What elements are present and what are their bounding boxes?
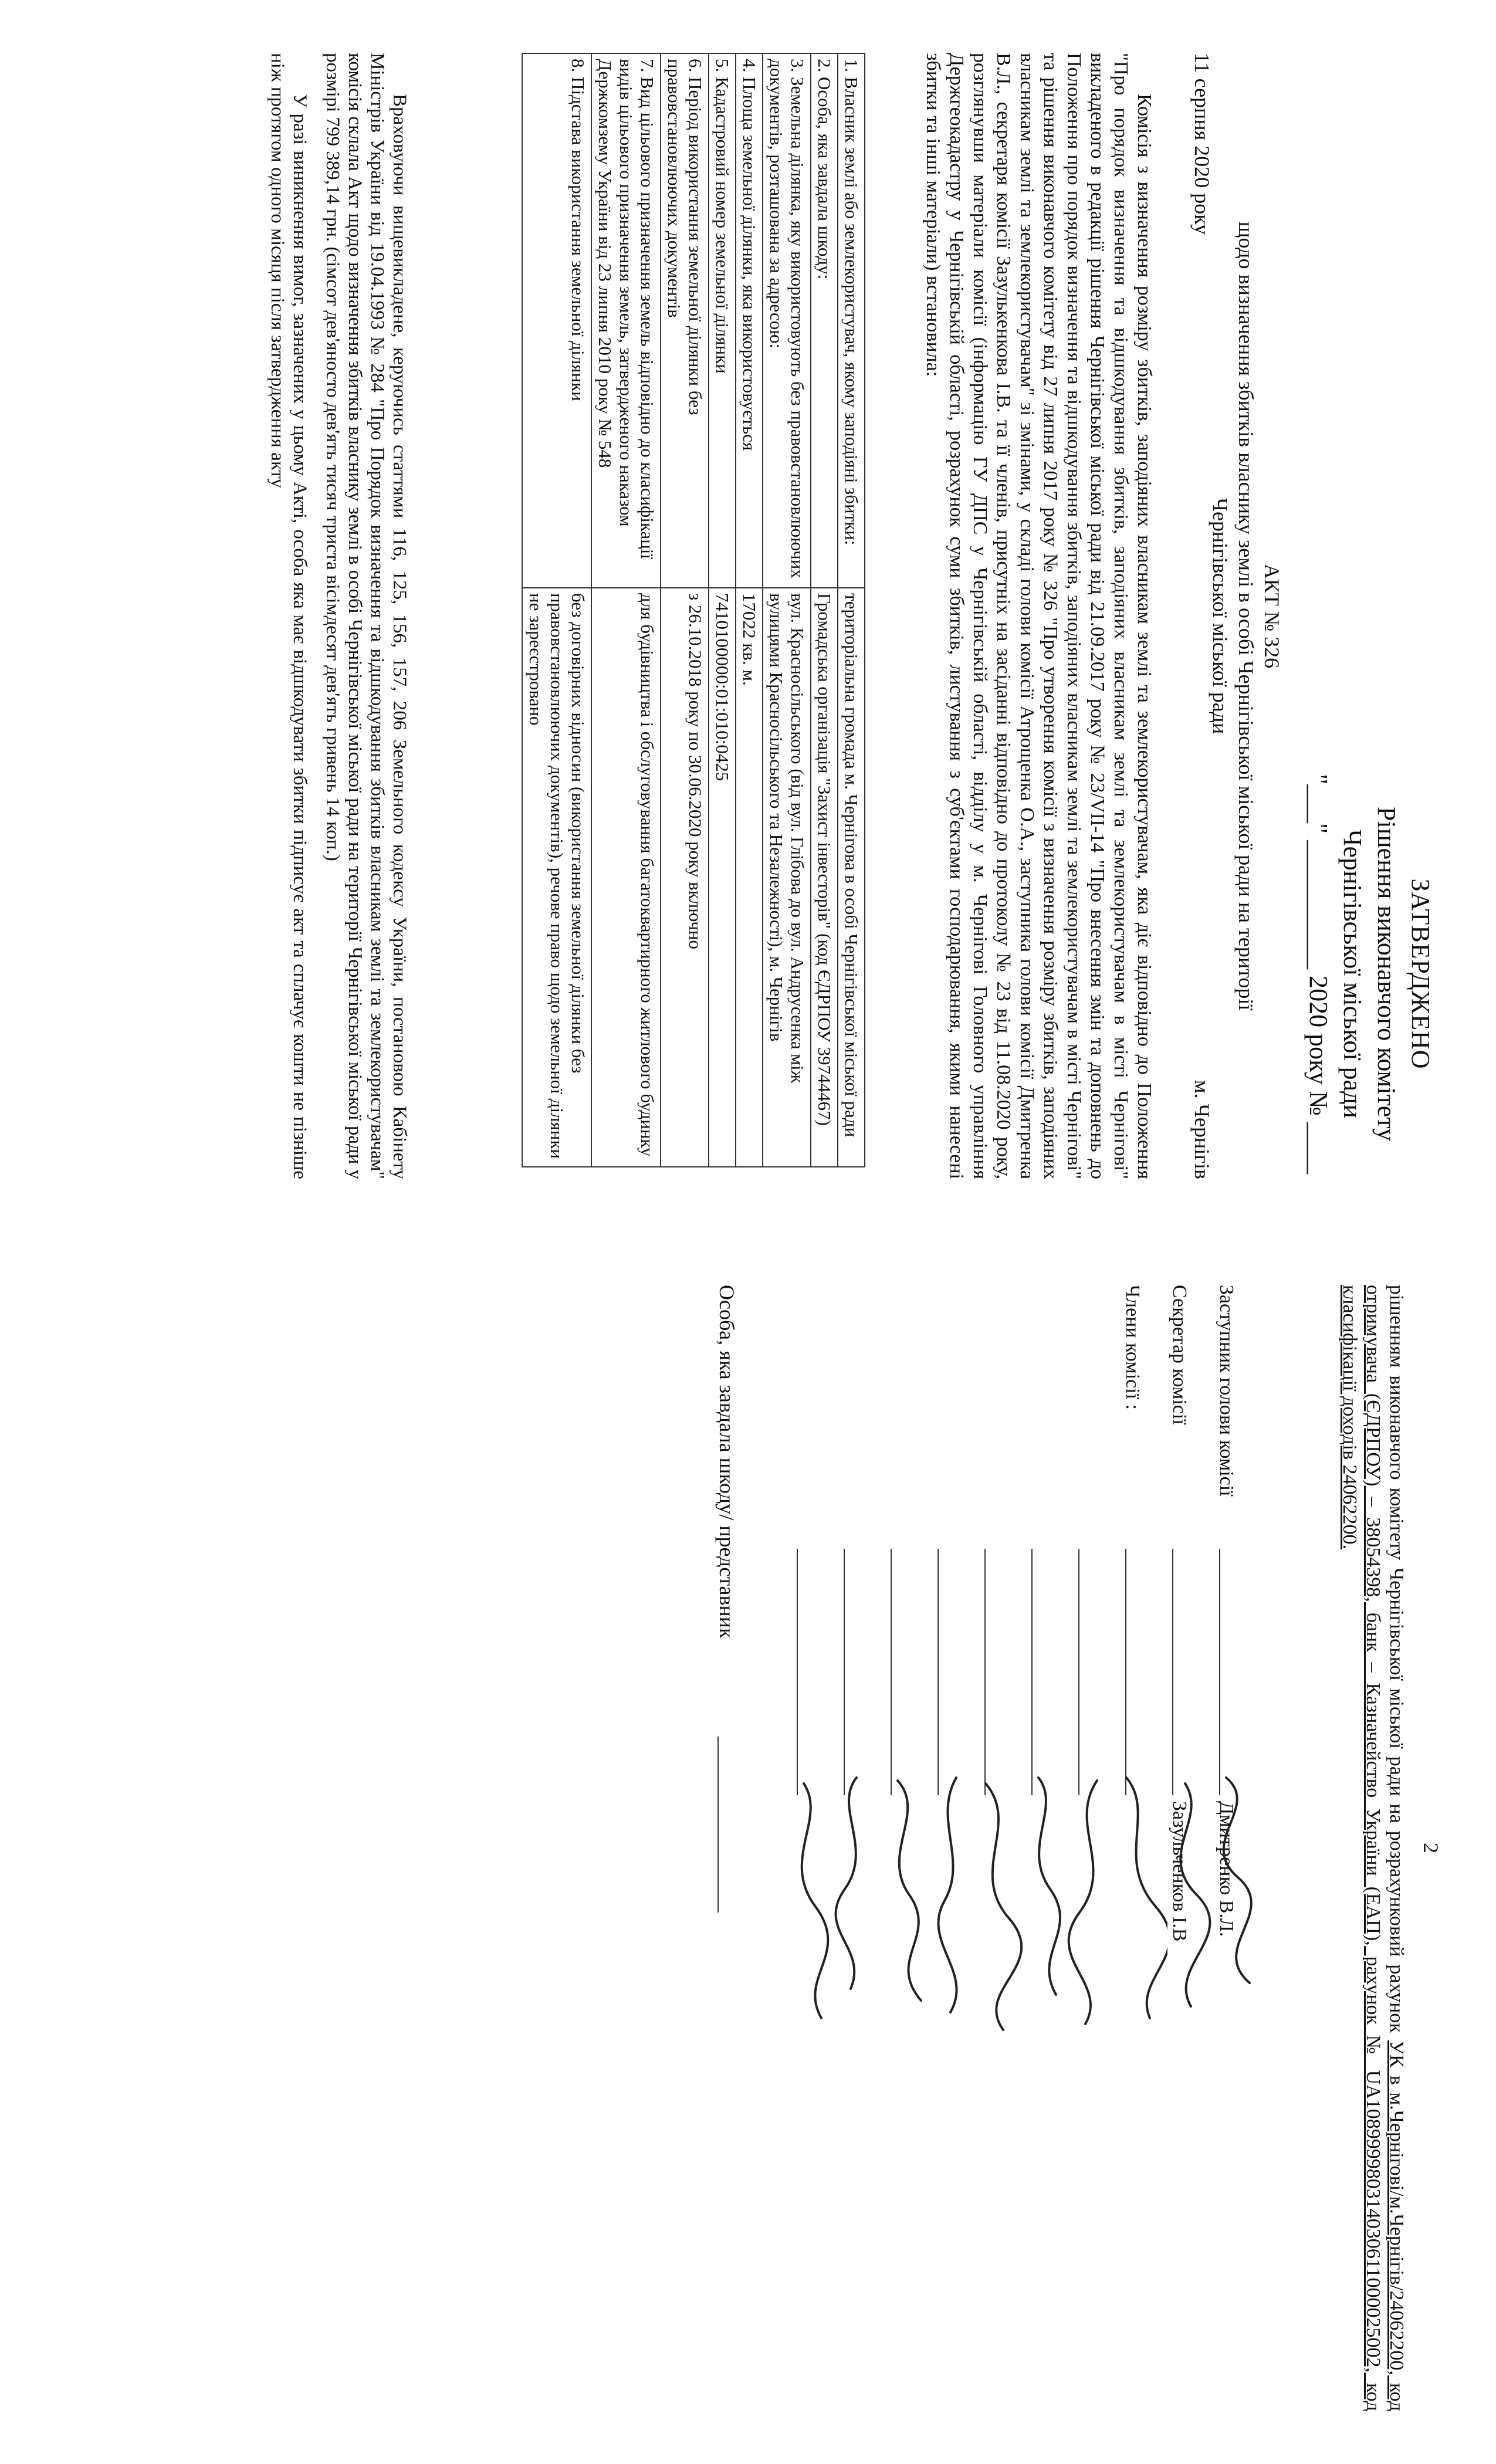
- liable-person-signature-line: [717, 1737, 719, 1913]
- table-cell-label: 7. Вид цільового призначення земель відповідно до класифікації видів цільового призначення земель, затвердженого наказом Держкомзему України від 23 липня 2010 року № 548: [591, 53, 661, 588]
- table-cell-label: 6. Період використання земельної ділянки без правовстановлюючих документів: [661, 53, 709, 588]
- table-row: [591, 53, 661, 1167]
- table-row: [522, 53, 591, 1167]
- payment-prefix: рішенням виконавчого комітету Чернігівської міської ради на розрахунковий рахунок: [1386, 1285, 1407, 2033]
- commission-paragraph: Комісія з визначення розміру збитків, заподіяних власникам землі та землекористувачам, яка діє відповідно до Положення "Про порядок визначення та відшкодування збитків, заподіяних власникам землі та землекористувачам в місті Чернігові" викладеного в редакції рішення Чернігівської міської ради від 21.09.2017 року № 23/VII-14 "Про внесення змін та доповнень до Положення про порядок визначення та відшкодування збитків, заподіяних власникам землі та землекористувачам в місті Чернігові" та рішення виконавчого комітету від 27 липня 2017 року № 326 "Про утворення комісії з визначення розміру збитків, заподіяних власникам землі та землекористувачам" зі змінами, у складі голови комісії Атрощенка О.А., заступника голови комісії Дмитренка В.Л., секретаря комісії Зазулькенкова І.В. та її членів, присутніх на засіданні відповідно до протоколу № 23 від 11.08.2020 року, розглянувши матеріали комісії (інформацію ГУ ДПС у Чернігівській області, відділу у м. Чернігові Головного управління Держгеокадастру у Чернігівській області, розрахунок суми збитків, листування з суб'єктами господарювання, якими нанесені збитки та інші матеріали) встановила:: [922, 53, 1155, 1179]
- approval-body: Рішення виконавчого комітету: [1372, 807, 1401, 1141]
- table-row: [838, 53, 865, 1167]
- table-cell-value: без договірних відносин (використання земельної ділянки без правовстановлюючих документів), речове право щодо земельної ділянки не зареєстровано: [522, 588, 591, 1167]
- payment-details: УК в м.Чернігові/м.Чернігів/24062200, код отримувача (ЄДРПОУ) – 38054398, банк – Казначейство України (ЕАП), рахунок № UA108999980314030611000025002, код класифікації доходів 24062200.: [1339, 1285, 1407, 2411]
- signature-stroke: [836, 1778, 857, 1989]
- act-subtitle-council: Чернігівської міської ради: [1209, 497, 1232, 735]
- approval-heading: ЗАТВЕРДЖЕНО: [1406, 878, 1435, 1069]
- signature-row: [909, 1285, 956, 2411]
- signature-line: [1031, 1549, 1033, 1795]
- signature-stroke: [1069, 1781, 1097, 2024]
- table-cell-label: 5. Кадастровий номер земельної ділянки: [709, 53, 736, 588]
- signature-row: [1191, 1285, 1238, 2411]
- table-row: [661, 53, 709, 1167]
- signature-stroke: [938, 1778, 956, 2012]
- signature-row: [1144, 1285, 1191, 2411]
- table-cell-value: з 26.10.2018 року по 30.06.2020 року включно: [661, 588, 709, 1167]
- table-cell-label: 1. Власник землі або землекористувач, якому заподіяні збитки:: [838, 53, 865, 588]
- signature-line: [1172, 1549, 1173, 1795]
- table-row: [763, 53, 811, 1167]
- act-number: АКТ № 326: [1260, 563, 1284, 669]
- signature-line: [984, 1549, 986, 1795]
- approval-stamp: [1301, 733, 1437, 1214]
- table-cell-label: 8. Підстава використання земельної ділянки: [522, 53, 591, 588]
- table-cell-label: 2. Особа, яка завдала шкоду:: [811, 53, 838, 588]
- approval-date-number: "___" __________ 2020 року № ____: [1304, 774, 1333, 1174]
- signature-line: [797, 1549, 798, 1795]
- date-place-line: [1190, 53, 1214, 1179]
- table-cell-value: 17022 кв. м.: [736, 588, 763, 1167]
- act-details-table: [522, 53, 865, 1167]
- table-row: [709, 53, 736, 1167]
- act-subtitle: щодо визначення збитків власнику землі в особі Чернігівської міської ради на території: [1234, 221, 1258, 1011]
- table-cell-value: територіальна громада м. Чернігова в особі Чернігівської міської ради: [838, 588, 865, 1167]
- table-cell-label: 3. Земельна ділянка, яку використовують без правовстановлюючих документів, розташована за адресою:: [763, 53, 811, 588]
- considering-paragraph: Враховуючи вищевикладене, керуючись статтями 116, 125, 156, 157, 206 Земельного кодексу України, постановою Кабінету Міністрів України від 19.04.1993 № 284 "Про Порядок визначення та відшкодування збитків власникам землі та землекористувачам" комісія склала Акт щодо визначення збитків власнику землі в особі Чернігівської міської ради на території Чернігівської міської ради у розмірі 799 389,14 грн. (сімсот дев'яносто дев'ять тисяч триста вісімдесят дев'ять гривень 14 коп.): [322, 53, 410, 1179]
- signature-row: [1097, 1285, 1144, 2411]
- act-header: [1207, 88, 1285, 1144]
- signature-line: [1219, 1549, 1220, 1795]
- page-number: 2: [1419, 1843, 1443, 1853]
- table-row: [811, 53, 838, 1167]
- signatory-role: Заступник голови комісії: [1216, 1285, 1237, 1497]
- signature-row: [769, 1285, 815, 2411]
- liable-person-label: Особа, яка завдала шкоду/ представник: [715, 1285, 739, 1639]
- signatory-name: Дмитренко В.Л.: [1216, 1801, 1237, 1937]
- act-date: 11 серпня 2020 року: [1190, 53, 1214, 235]
- signature-line: [1078, 1549, 1079, 1795]
- signature-row: [862, 1285, 909, 2411]
- obligation-paragraph: У разі виникнення вимог, зазначених у цьому Акті, особа яка має відшкодувати збитки підписує акт та сплачує кошти не пізніше ніж протягом одного місяця після затвердження акту: [267, 53, 310, 1179]
- signature-row: [1050, 1285, 1097, 2411]
- payment-paragraph: [1338, 1285, 1408, 2411]
- signature-line: [891, 1549, 892, 1795]
- signatory-role: Члени комісії :: [1122, 1285, 1143, 1410]
- signature-row: [1003, 1285, 1050, 2411]
- table-cell-value: Громадська організація "Захист інвесторів" (код ЄДРПОУ 39744467): [811, 588, 838, 1167]
- document-page-2: [53, 1232, 1461, 2464]
- signatory-name: Зазульченков І.В: [1169, 1801, 1190, 1942]
- table-cell-value: вул. Красносільського (від вул. Глібова до вул. Андрусенка між вулицями Красносільського та Незалежності), м. Чернігів: [763, 588, 811, 1167]
- signature-block: [769, 1285, 1238, 2411]
- signatory-role: Секретар комісії: [1169, 1285, 1190, 1425]
- document-page-1: [53, 0, 1461, 1232]
- act-city: м. Чернігів: [1190, 1079, 1214, 1179]
- signature-line: [844, 1549, 845, 1795]
- approval-council: Чернігівської міської ради: [1338, 829, 1367, 1119]
- signature-line: [937, 1549, 939, 1795]
- signature-row: [956, 1285, 1003, 2411]
- table-cell-value: для будівництва і обслуговування багатоквартирного житлового будинку: [591, 588, 661, 1167]
- table-cell-label: 4. Площа земельної ділянки, яка використовується: [736, 53, 763, 588]
- signature-row: [815, 1285, 862, 2411]
- table-row: [736, 53, 763, 1167]
- signature-line: [1125, 1549, 1126, 1795]
- table-cell-value: 7410100000:01:010:0425: [709, 588, 736, 1167]
